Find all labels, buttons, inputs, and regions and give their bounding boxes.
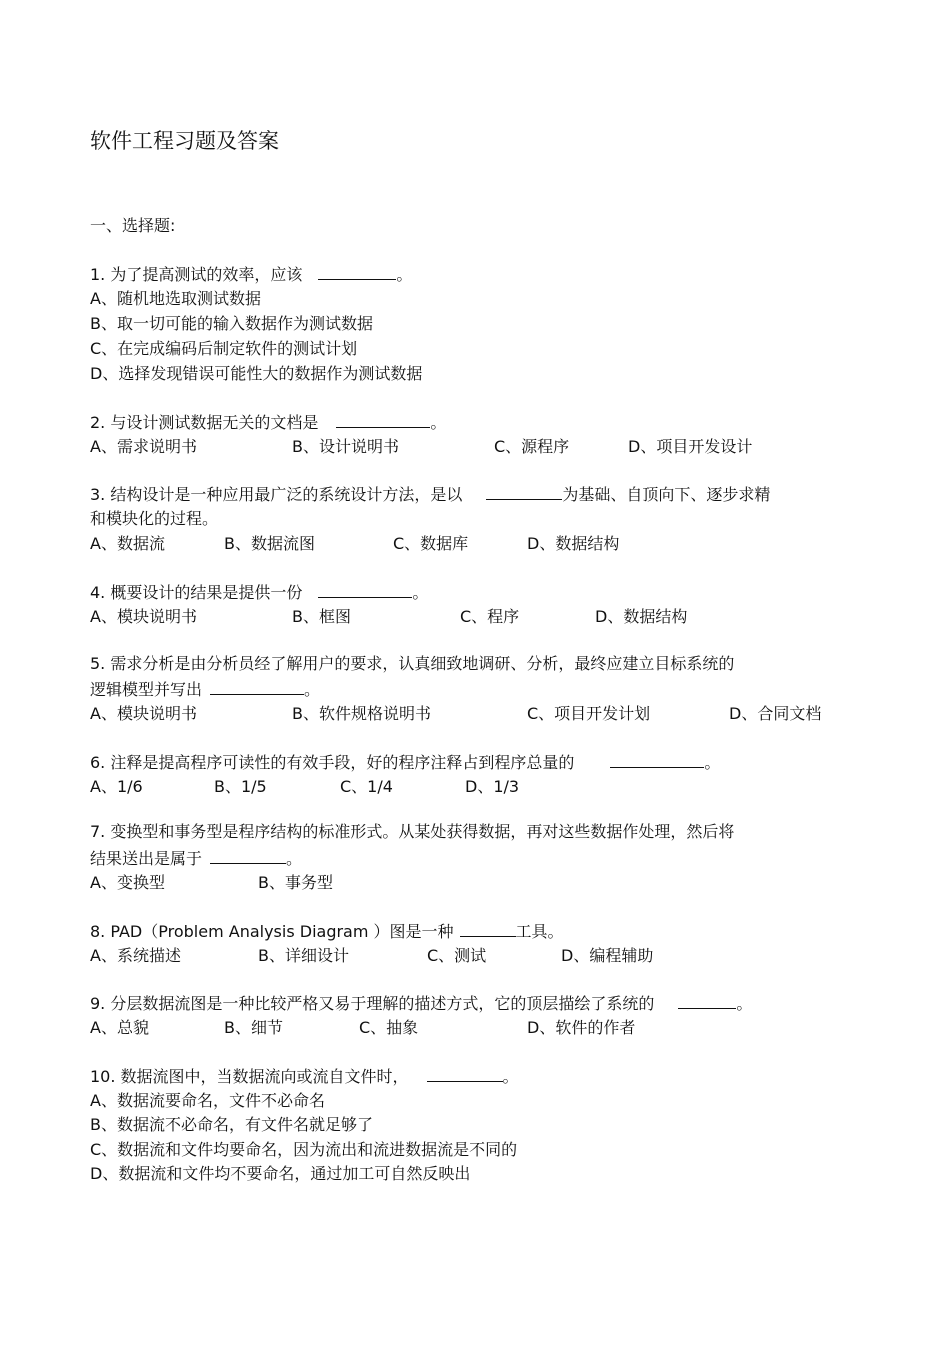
option-d: D、软件的作者 [527,1018,636,1037]
question-end: 。 [304,680,321,699]
option-c: C、抽象 [359,1018,419,1037]
question-4 [90,580,428,605]
question-10 [90,1064,519,1089]
question-6 [90,750,720,775]
question-7: 7. 变换型和事务型是程序结构的标准形式。从某处获得数据，再对这些数据作处理，然后将 [90,822,735,841]
option-c: C、1/4 [340,777,393,796]
question-5-line-2 [90,677,320,702]
section-heading: 一、选择题: [90,216,176,235]
option-a: A、系统描述 [90,946,181,965]
answer-blank [318,262,396,280]
option-c: C、数据流和文件均要命名，因为流出和流进数据流是不同的 [90,1140,518,1159]
option-d: D、1/3 [465,777,520,796]
question-end: 。 [502,1067,519,1086]
answer-blank [210,846,286,864]
option-d: D、选择发现错误可能性大的数据作为测试数据 [90,364,423,383]
question-stem: 4. 概要设计的结果是提供一份 [90,583,303,602]
option-b: B、取一切可能的输入数据作为测试数据 [90,314,373,333]
option-b: B、细节 [224,1018,283,1037]
option-d: D、合同文档 [729,704,822,723]
option-c: C、数据库 [393,534,469,553]
option-c: C、测试 [427,946,487,965]
answer-blank [318,580,412,598]
option-b: B、设计说明书 [292,437,399,456]
question-1 [90,262,412,287]
question-stem: 3. 结构设计是一种应用最广泛的系统设计方法，是以 [90,485,463,504]
question-9 [90,991,752,1016]
option-d: D、数据结构 [595,607,688,626]
question-2 [90,410,446,435]
option-c: C、项目开发计划 [527,704,651,723]
option-a: A、变换型 [90,873,165,892]
question-3 [90,482,770,507]
question-end: 工具。 [515,922,564,941]
answer-blank [610,750,704,768]
option-a: A、模块说明书 [90,607,197,626]
option-d: D、编程辅助 [561,946,654,965]
option-c: C、在完成编码后制定软件的测试计划 [90,339,358,358]
question-stem: 9. 分层数据流图是一种比较严格又易于理解的描述方式，它的顶层描绘了系统的 [90,994,655,1013]
option-d: D、项目开发设计 [628,437,753,456]
option-b: B、1/5 [214,777,267,796]
question-stem: 逻辑模型并写出 [90,680,203,699]
option-a: A、模块说明书 [90,704,197,723]
question-stem: 结果送出是属于 [90,849,203,868]
question-end: 。 [396,265,413,284]
option-c: C、程序 [460,607,520,626]
answer-blank [486,482,562,500]
question-5: 5. 需求分析是由分析员经了解用户的要求，认真细致地调研、分析，最终应建立目标系统的 [90,654,735,673]
question-stem: 8. PAD（Problem Analysis Diagram ）图是一种 [90,922,454,941]
option-a: A、总貌 [90,1018,149,1037]
answer-blank [210,677,304,695]
option-b: B、详细设计 [258,946,349,965]
option-a: A、需求说明书 [90,437,197,456]
question-continuation: 为基础、自顶向下、逐步求精 [562,485,771,504]
question-end: 。 [286,849,303,868]
question-8 [90,919,564,944]
question-3-line-2: 和模块化的过程。 [90,509,219,528]
option-b: B、框图 [292,607,351,626]
question-stem: 2. 与设计测试数据无关的文档是 [90,413,319,432]
option-b: B、软件规格说明书 [292,704,431,723]
option-b: B、数据流不必命名，有文件名就足够了 [90,1115,373,1134]
document-title: 软件工程习题及答案 [90,129,279,153]
option-b: B、事务型 [258,873,333,892]
option-a: A、数据流要命名，文件不必命名 [90,1091,325,1110]
answer-blank [427,1064,503,1082]
option-d: D、数据结构 [527,534,620,553]
question-end: 。 [704,753,721,772]
question-stem: 1. 为了提高测试的效率，应该 [90,265,303,284]
option-a: A、1/6 [90,777,143,796]
option-d: D、数据流和文件均不要命名，通过加工可自然反映出 [90,1164,471,1183]
answer-blank [336,410,430,428]
option-b: B、数据流图 [224,534,315,553]
question-stem: 10. 数据流图中，当数据流向或流自文件时， [90,1067,409,1086]
answer-blank [678,991,736,1009]
option-c: C、源程序 [494,437,570,456]
option-a: A、数据流 [90,534,165,553]
question-end: 。 [736,994,753,1013]
option-a: A、随机地选取测试数据 [90,289,261,308]
question-7-line-2 [90,846,302,871]
question-end: 。 [430,413,447,432]
question-stem: 6. 注释是提高程序可读性的有效手段，好的程序注释占到程序总量的 [90,753,575,772]
question-end: 。 [412,583,429,602]
answer-blank [460,919,516,937]
